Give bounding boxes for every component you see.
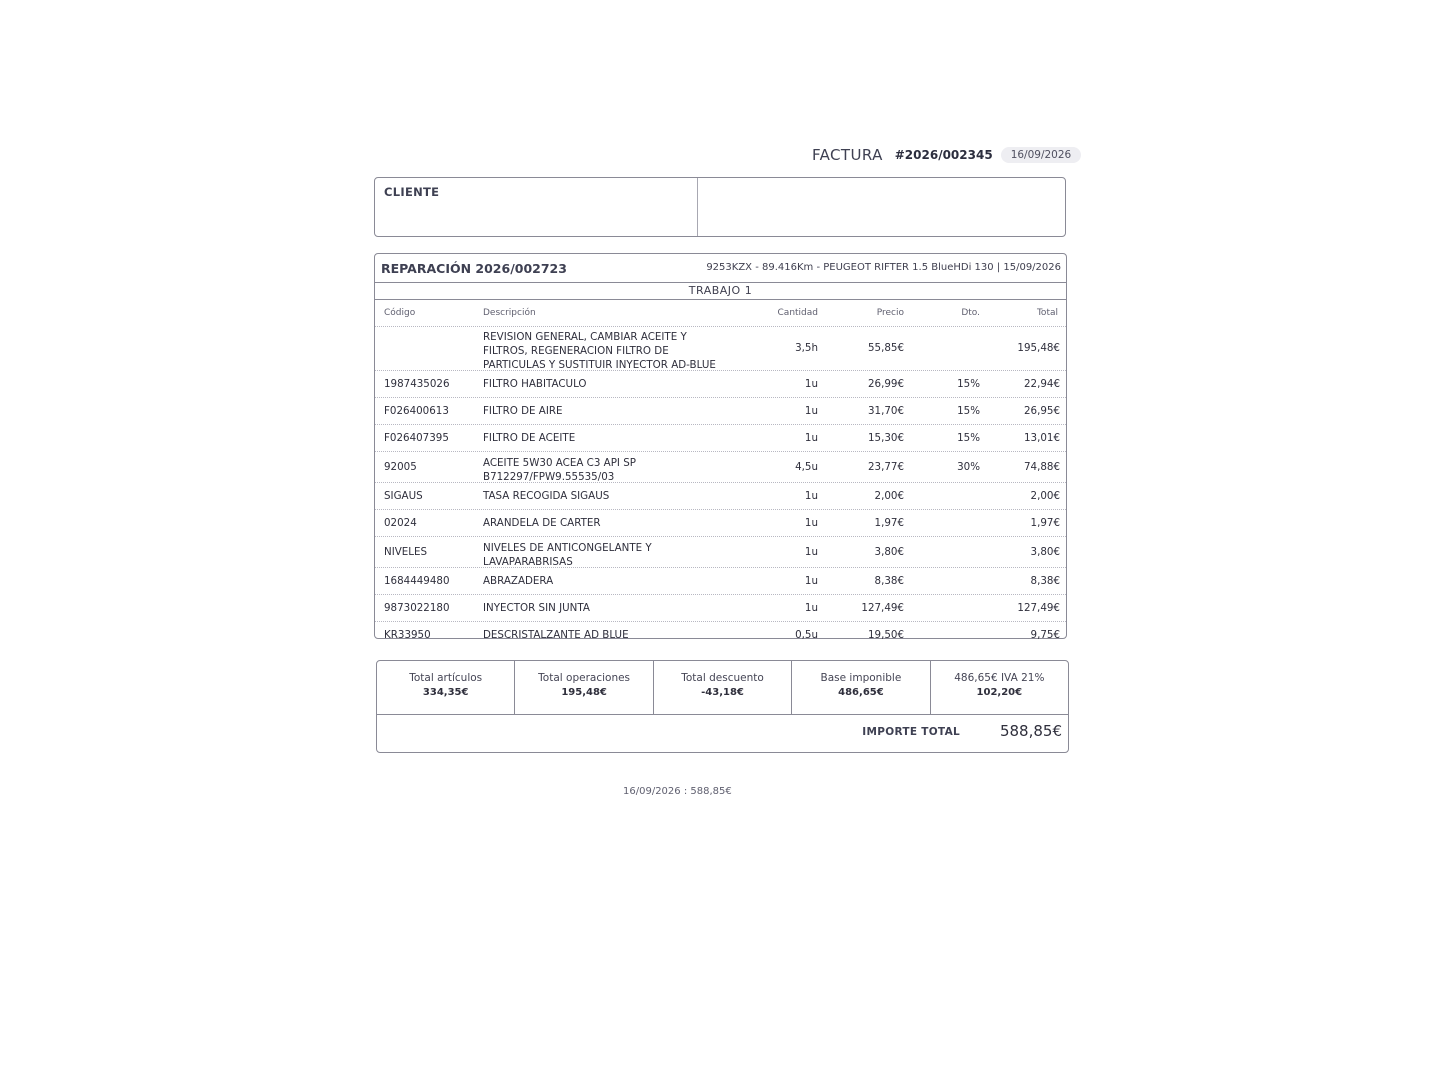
- row-quantity: 1u: [804, 378, 818, 390]
- client-label: CLIENTE: [384, 185, 440, 199]
- row-quantity: 1u: [804, 546, 818, 558]
- row-price: 3,80€: [874, 546, 904, 558]
- row-description: FILTRO DE ACEITE: [483, 432, 576, 444]
- row-code: SIGAUS: [384, 490, 423, 502]
- row-total: 13,01€: [1023, 432, 1060, 444]
- col-quantity: Cantidad: [777, 308, 818, 318]
- row-description: REVISION GENERAL, CAMBIAR ACEITE Y FILTROS, REGENERACION FILTRO DE PARTICULAS Y SUSTITUIR INYECTOR AD-BLUE: [483, 331, 716, 371]
- col-total: Total: [1036, 308, 1058, 318]
- row-description: TASA RECOGIDA SIGAUS: [483, 490, 610, 502]
- row-price: 8,38€: [874, 575, 904, 587]
- row-description: DESCRISTALZANTE AD BLUE: [483, 629, 629, 641]
- row-price: 31,70€: [867, 405, 904, 417]
- row-quantity: 1u: [804, 432, 818, 444]
- row-total: 9,75€: [1030, 629, 1060, 641]
- row-code: NIVELES: [384, 546, 428, 558]
- row-code: F026407395: [384, 432, 449, 444]
- table-row: [375, 398, 1066, 425]
- row-total: 3,80€: [1030, 546, 1060, 558]
- invoice-header: [812, 143, 1081, 167]
- row-total: 22,94€: [1023, 378, 1060, 390]
- row-discount: 15%: [957, 432, 980, 444]
- grand-total: [377, 714, 1068, 752]
- row-total: 8,38€: [1030, 575, 1060, 587]
- row-total: 1,97€: [1030, 517, 1060, 529]
- invoice-title: FACTURA: [812, 146, 883, 164]
- client-box: [374, 177, 1066, 237]
- footer-note: 16/09/2026 : 588,85€: [623, 786, 732, 797]
- totals-box: [376, 660, 1069, 753]
- total-cell-value: 334,35€: [422, 687, 469, 698]
- total-cell-value: -43,18€: [701, 687, 744, 698]
- job-label: TRABAJO 1: [375, 282, 1066, 300]
- row-quantity: 1u: [804, 602, 818, 614]
- repair-header: [375, 254, 1066, 283]
- row-code: 1684449480: [384, 575, 450, 587]
- total-cell-value: 102,20€: [976, 687, 1023, 698]
- row-price: 23,77€: [867, 461, 904, 473]
- row-price: 55,85€: [867, 342, 904, 354]
- total-cell: [654, 661, 792, 714]
- row-code: F026400613: [384, 405, 449, 417]
- col-code: Código: [384, 308, 416, 318]
- row-quantity: 0,5u: [795, 629, 818, 641]
- row-description: ARANDELA DE CARTER: [483, 517, 601, 529]
- table-row: [375, 483, 1066, 510]
- total-cell-label: Base imponible: [820, 672, 902, 684]
- row-quantity: 3,5h: [795, 342, 818, 354]
- row-code: 1987435026: [384, 378, 450, 390]
- row-description: NIVELES DE ANTICONGELANTE Y LAVAPARABRISAS: [483, 542, 652, 568]
- col-discount: Dto.: [961, 308, 980, 318]
- table-row: [375, 568, 1066, 595]
- table-row: [375, 452, 1066, 483]
- row-quantity: 4,5u: [795, 461, 818, 473]
- total-cell: [931, 661, 1068, 714]
- totals-cells: [377, 661, 1068, 715]
- row-quantity: 1u: [804, 575, 818, 587]
- row-description: INYECTOR SIN JUNTA: [483, 602, 590, 614]
- table-row: [375, 595, 1066, 622]
- vehicle-info: 9253KZX - 89.416Km - PEUGEOT RIFTER 1.5 BlueHDi 130 | 15/09/2026: [706, 262, 1061, 273]
- table-header: [375, 300, 1066, 327]
- row-quantity: 1u: [804, 490, 818, 502]
- row-price: 15,30€: [867, 432, 904, 444]
- row-total: 26,95€: [1023, 405, 1060, 417]
- row-quantity: 1u: [804, 517, 818, 529]
- row-discount: 15%: [957, 405, 980, 417]
- row-description: FILTRO HABITACULO: [483, 378, 587, 390]
- row-total: 127,49€: [1017, 602, 1060, 614]
- total-cell: [377, 661, 515, 714]
- invoice-number: #2026/002345: [894, 148, 993, 162]
- row-quantity: 1u: [804, 405, 818, 417]
- repair-box: [374, 253, 1067, 639]
- row-code: 92005: [384, 461, 417, 473]
- col-price: Precio: [876, 308, 904, 318]
- table-row: [375, 425, 1066, 452]
- row-description: FILTRO DE AIRE: [483, 405, 563, 417]
- grand-total-value: 588,85€: [999, 722, 1062, 740]
- table-row: [375, 537, 1066, 568]
- total-cell-value: 486,65€: [838, 687, 884, 698]
- row-price: 2,00€: [874, 490, 904, 502]
- table-row: [375, 622, 1066, 648]
- table-row: [375, 371, 1066, 398]
- col-description: Descripción: [483, 308, 536, 318]
- row-code: 9873022180: [384, 602, 450, 614]
- total-cell-value: 195,48€: [561, 687, 607, 698]
- row-description: ACEITE 5W30 ACEA C3 API SP B712297/FPW9.55535/03: [483, 457, 636, 483]
- row-total: 195,48€: [1017, 342, 1060, 354]
- total-cell: [515, 661, 653, 714]
- row-code: KR33950: [384, 629, 431, 641]
- total-cell-label: Total operaciones: [538, 672, 631, 684]
- table-body: [375, 326, 1066, 648]
- row-total: 74,88€: [1023, 461, 1060, 473]
- client-divider: [697, 178, 698, 236]
- table-row: [375, 326, 1066, 371]
- invoice-date: 16/09/2026: [1001, 147, 1082, 163]
- repair-title: REPARACIÓN 2026/002723: [381, 261, 567, 276]
- row-total: 2,00€: [1030, 490, 1060, 502]
- grand-total-label: IMPORTE TOTAL: [862, 726, 960, 738]
- total-cell-label: Total descuento: [681, 672, 764, 684]
- total-cell: [792, 661, 930, 714]
- total-cell-label: Total artículos: [409, 672, 483, 684]
- row-discount: 30%: [957, 461, 980, 473]
- row-code: 02024: [384, 517, 417, 529]
- row-description: ABRAZADERA: [483, 575, 554, 587]
- table-row: [375, 510, 1066, 537]
- row-price: 1,97€: [874, 517, 904, 529]
- row-price: 127,49€: [861, 602, 904, 614]
- row-discount: 15%: [957, 378, 980, 390]
- total-cell-label: 486,65€ IVA 21%: [954, 672, 1045, 684]
- row-price: 26,99€: [867, 378, 904, 390]
- row-price: 19,50€: [867, 629, 904, 641]
